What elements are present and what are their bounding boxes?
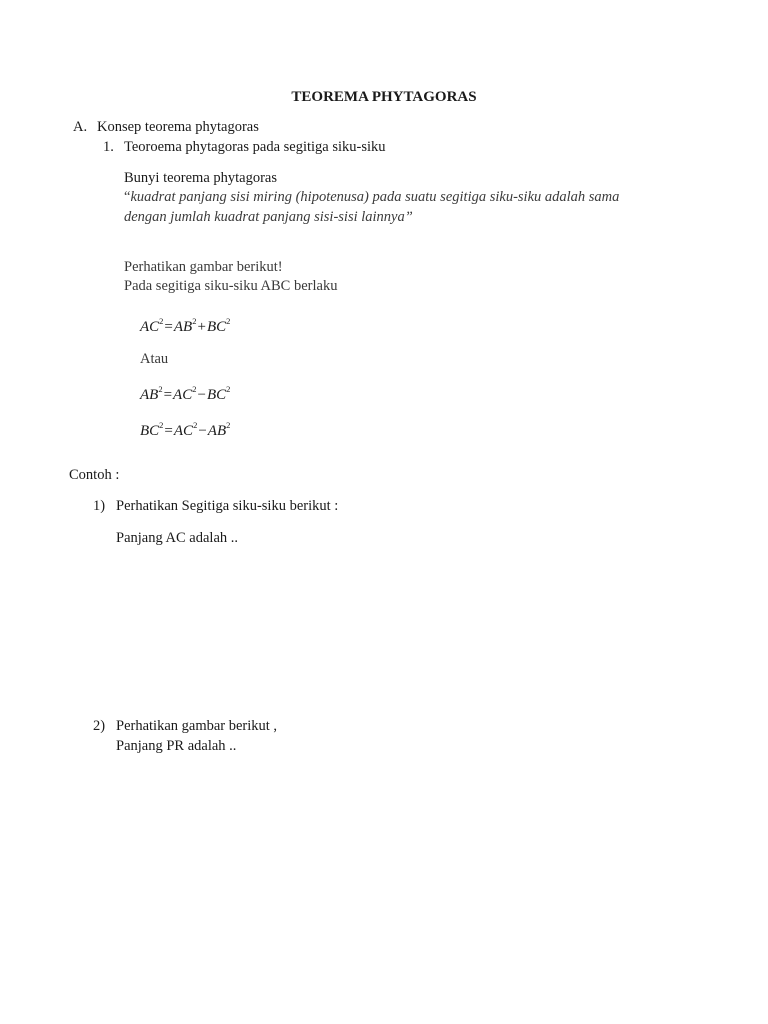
formula-3-term-2: AB <box>207 423 227 439</box>
theorem-quote-line-2: dengan jumlah kuadrat panjang sisi-sisi lainnya” <box>124 209 413 225</box>
formula-3: $BC^2=AC^2-AB^2$ <box>140 420 231 439</box>
formula-2-lhs: AB <box>140 387 159 403</box>
section-a-marker: A. <box>73 119 88 135</box>
formula-1-lhs: AC <box>140 319 160 335</box>
formula-1: $AC^2=AB^2+BC^2$ <box>140 316 231 335</box>
formula-3-operator: − <box>198 423 207 439</box>
formula-1-operator: + <box>197 319 206 335</box>
formula-3-term-1: AC <box>173 423 194 439</box>
formula-1-equals: = <box>164 319 173 335</box>
page-title: TEOREMA PHYTAGORAS <box>291 89 477 105</box>
example-2-text: Perhatikan gambar berikut , <box>116 718 278 734</box>
pada-segitiga-text: Pada segitiga siku-siku ABC berlaku <box>124 278 338 294</box>
formula-1-term-2: BC <box>206 319 227 335</box>
perhatikan-text: Perhatikan gambar berikut! <box>124 259 283 275</box>
theorem-quote-line-1 <box>124 189 619 206</box>
item-1-marker: 1. <box>103 139 114 155</box>
open-quote: “ <box>124 189 131 205</box>
formula-2: $AB^2=AC^2-BC^2$ <box>140 384 231 403</box>
formula-2-term-1: AC <box>173 387 193 403</box>
atau-text: Atau <box>140 351 169 367</box>
item-1-heading: Teoroema phytagoras pada segitiga siku-siku <box>124 139 386 155</box>
example-2-question: Panjang PR adalah .. <box>116 738 237 754</box>
contoh-heading: Contoh : <box>69 467 120 483</box>
example-2-marker: 2) <box>93 718 106 734</box>
formula-1-term-1: AB <box>173 319 193 335</box>
formula-3-lhs: BC <box>140 423 160 439</box>
formula-2-operator: − <box>197 387 206 403</box>
example-1-question: Panjang AC adalah .. <box>116 530 239 546</box>
example-1-marker: 1) <box>93 498 106 514</box>
example-1-text: Perhatikan Segitiga siku-siku berikut : <box>116 498 339 514</box>
bunyi-label: Bunyi teorema phytagoras <box>124 170 278 186</box>
formula-2-term-2: BC <box>206 387 227 403</box>
section-a-heading: Konsep teorema phytagoras <box>97 119 259 135</box>
formula-2-equals: = <box>163 387 173 403</box>
quote-text-1: kuadrat panjang sisi miring (hipotenusa) pada suatu segitiga siku-siku adalah sama <box>130 189 620 205</box>
formula-3-equals: = <box>164 423 173 439</box>
